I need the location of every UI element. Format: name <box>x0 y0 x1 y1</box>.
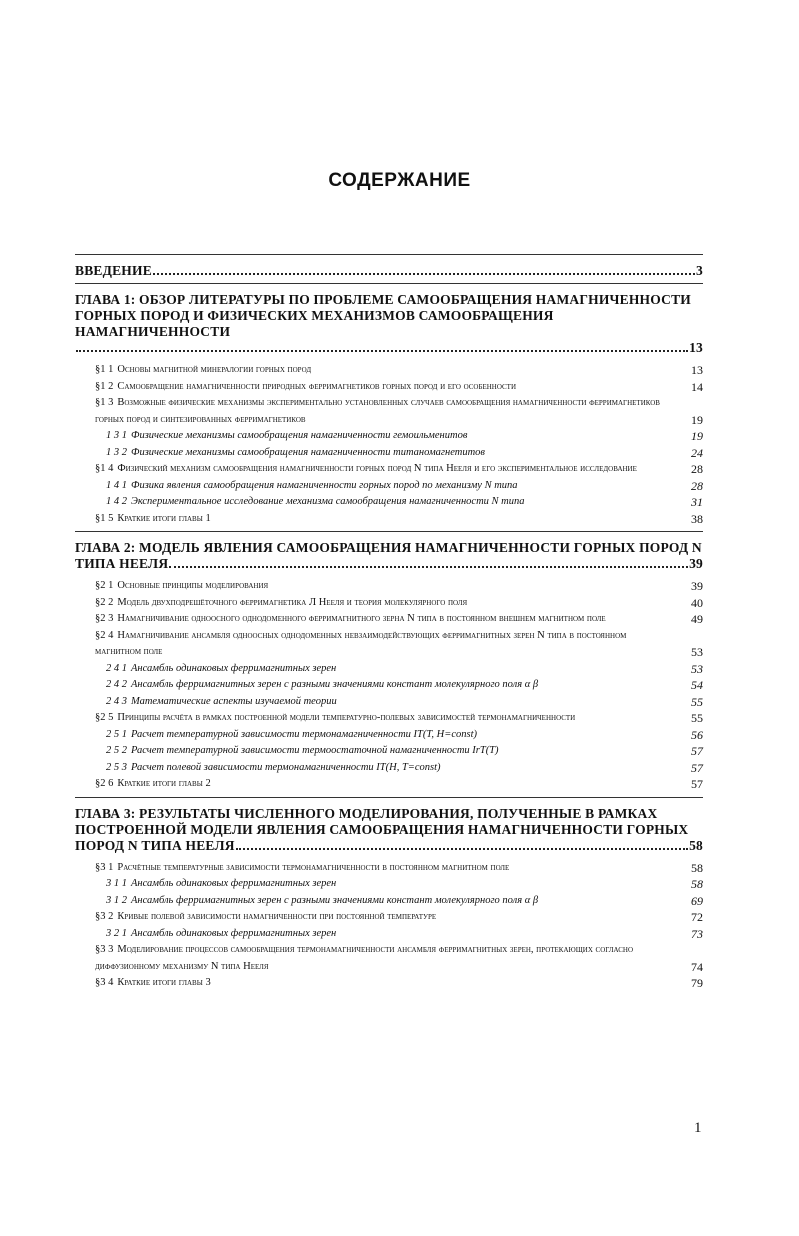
page-title: СОДЕРЖАНИЕ <box>328 170 471 191</box>
toc-subentry[interactable] <box>75 926 703 943</box>
toc-chapter-2[interactable] <box>75 540 703 572</box>
entry-page: 53 <box>691 661 703 676</box>
toc-entry[interactable] <box>75 975 703 992</box>
entry-title: Расчет температурной зависимости термоостаточной намагниченности IrT(T) <box>131 745 499 756</box>
toc-entry[interactable] <box>75 611 703 628</box>
chapter-title-line: ГОРНЫХ ПОРОД И ФИЗИЧЕСКИХ МЕХАНИЗМОВ САМООБРАЩЕНИЯ НАМАГНИЧЕННОСТИ <box>75 308 554 339</box>
entry-number: 1 4 2 <box>106 496 127 507</box>
entry-number: 2 4 3 <box>106 695 127 707</box>
leader-dots <box>153 273 695 275</box>
entry-title: Математические аспекты изучаемой теории <box>131 695 337 707</box>
entry-title: Намагничивание одноосного однодоменного ферримагнитного зерна N типа в постоянном внешнем магнитном поле <box>117 613 606 624</box>
entry-page: 19 <box>691 429 703 443</box>
entry-page: 24 <box>691 445 703 460</box>
entry-title: Возможные физические механизмы экспериментально установленных случаев самообращения намагниченности ферримагнетиков горных пород и синтезированных ферримагнетиков <box>95 397 660 425</box>
entry-number: §1 5 <box>95 512 114 524</box>
divider <box>75 531 703 532</box>
toc-entry[interactable] <box>75 710 703 727</box>
entry-number: §1 2 <box>95 380 114 392</box>
toc-subentry[interactable] <box>75 876 703 893</box>
entry-title: Физические механизмы самообращения намагниченности титаномагнетитов <box>131 446 485 458</box>
entry-title: Намагничивание ансамбля одноосных однодоменных невзаимодействующих ферримагнитных зерен N типа в постоянном магнитном поле <box>95 629 627 657</box>
entry-number: §2 3 <box>95 613 114 624</box>
entry-page: 28 <box>691 478 703 493</box>
entry-title: Основные принципы моделирования <box>117 580 269 591</box>
entry-page: 19 <box>691 412 703 427</box>
leader-dots <box>169 566 688 568</box>
toc-chapter-3[interactable] <box>75 806 703 854</box>
entry-title: Физика явления самообращения намагниченности горных пород по механизму N типа <box>131 479 518 491</box>
entry-number: 1 4 1 <box>106 479 127 491</box>
entry-page: 14 <box>691 379 703 394</box>
entry-page: 58 <box>691 877 703 891</box>
entry-number: 1 3 1 <box>106 430 127 441</box>
entry-number: §3 2 <box>95 911 114 922</box>
entry-number: §1 4 <box>95 463 114 474</box>
entry-title: Принципы расчёта в рамках построенной модели температурно-полевых зависимостей термонамагниченности <box>117 712 576 723</box>
toc-subentry[interactable] <box>75 494 703 511</box>
entry-page: 56 <box>691 727 703 742</box>
entry-page: 49 <box>691 612 703 626</box>
entry-number: §1 1 <box>95 364 114 375</box>
entry-number: §2 5 <box>95 712 114 723</box>
leader-dots <box>76 350 688 352</box>
toc-subentry[interactable] <box>75 677 703 694</box>
entry-number: 3 1 2 <box>106 894 127 906</box>
entry-page: 57 <box>691 744 703 758</box>
entry-title: Расчет температурной зависимости термонамагниченности IT(T, H=const) <box>131 728 477 740</box>
entry-page: 53 <box>691 645 703 659</box>
toc-subentry[interactable] <box>75 478 703 495</box>
entry-page: 58 <box>691 860 703 875</box>
toc-entry[interactable] <box>75 942 703 975</box>
table-of-contents <box>75 250 703 992</box>
entry-number: §1 3 <box>95 397 114 408</box>
entry-title: Расчет полевой зависимости термонамагниченности IT(H, T=const) <box>131 761 441 773</box>
entry-page: 79 <box>691 976 703 990</box>
leader-dots <box>236 848 688 850</box>
toc-subentry[interactable] <box>75 445 703 462</box>
entry-number: 3 1 1 <box>106 878 127 889</box>
toc-entry[interactable] <box>75 860 703 877</box>
toc-subentry[interactable] <box>75 727 703 744</box>
toc-subentry[interactable] <box>75 694 703 711</box>
entry-title: Модель двухподрешёточного ферримагнетика Л Нееля и теория молекулярного поля <box>117 596 468 608</box>
entry-page: 69 <box>691 893 703 908</box>
entry-number: 2 5 1 <box>106 728 127 740</box>
toc-subentry[interactable] <box>75 661 703 678</box>
entry-title: Краткие итоги главы 1 <box>117 512 211 524</box>
toc-entry[interactable] <box>75 909 703 926</box>
entry-title: Моделирование процессов самообращения термонамагниченности ансамбля ферримагнитных зерен, протекающих согласно диффузионному механизму N типа Нееля <box>95 944 633 972</box>
entry-title: Расчётные температурные зависимости термонамагниченности в постоянном магнитном поле <box>117 861 510 873</box>
toc-entry[interactable] <box>75 461 703 478</box>
entry-number: 2 5 3 <box>106 761 127 773</box>
toc-introduction[interactable] <box>75 263 703 279</box>
chapter-page: 39 <box>689 556 703 571</box>
entry-page: 74 <box>691 959 703 974</box>
chapter-title-line: ПОСТРОЕННОЙ МОДЕЛИ ЯВЛЕНИЯ САМООБРАЩЕНИЯ НАМАГНИЧЕННОСТИ ГОРНЫХ <box>75 821 689 837</box>
entry-number: 2 4 2 <box>106 679 127 690</box>
chapter-title-line: ТИПА НЕЕЛЯ <box>75 556 169 571</box>
entry-title: Кривые полевой зависимости намагниченности при постоянной температуре <box>117 911 437 922</box>
entry-page: 57 <box>691 777 703 791</box>
toc-subentry[interactable] <box>75 893 703 910</box>
entry-page: 28 <box>691 462 703 476</box>
introduction-page: 3 <box>696 263 703 278</box>
entry-title: Ансамбль одинаковых ферримагнитных зерен <box>131 662 337 674</box>
entry-title: Экспериментальное исследование механизма самообращения намагниченности N типа <box>131 496 525 507</box>
chapter-title-line: ГЛАВА 1: ОБЗОР ЛИТЕРАТУРЫ ПО ПРОБЛЕМЕ САМООБРАЩЕНИЯ НАМАГНИЧЕННОСТИ <box>75 292 691 307</box>
toc-entry[interactable] <box>75 776 703 793</box>
entry-page: 54 <box>691 678 703 692</box>
entry-title: Ансамбль одинаковых ферримагнитных зерен <box>131 878 337 889</box>
entry-number: §2 2 <box>95 596 114 608</box>
entry-title: Самообращение намагниченности природных ферримагнетиков горных пород и его особенности <box>117 380 516 392</box>
toc-chapter-1[interactable] <box>75 292 703 356</box>
entry-page: 73 <box>691 926 703 941</box>
toc-entry[interactable] <box>75 379 703 396</box>
entry-page: 72 <box>691 910 703 924</box>
entry-page: 38 <box>691 511 703 526</box>
entry-page: 40 <box>691 595 703 610</box>
entry-title: Ансамбль ферримагнитных зерен с разными значениями констант молекулярного поля α β <box>131 894 539 906</box>
entry-page: 55 <box>691 711 703 725</box>
entry-title: Физический механизм самообращения намагниченности горных пород N типа Нееля и его экспериментальное исследование <box>117 463 637 474</box>
toc-entry[interactable] <box>75 362 703 379</box>
entry-page: 31 <box>691 495 703 509</box>
entry-number: 2 5 2 <box>106 745 127 756</box>
entry-number: 2 4 1 <box>106 662 127 674</box>
entry-page: 39 <box>691 579 703 593</box>
entry-number: 1 3 2 <box>106 446 127 458</box>
entry-page: 13 <box>691 363 703 377</box>
entry-number: 3 2 1 <box>106 927 127 939</box>
entry-title: Ансамбль ферримагнитных зерен с разными значениями констант молекулярного поля α β <box>131 679 539 690</box>
entry-title: Основы магнитной минералогии горных пород <box>117 364 312 375</box>
toc-entry[interactable] <box>75 395 703 428</box>
introduction-label: ВВЕДЕНИЕ <box>75 263 152 278</box>
divider <box>75 283 703 284</box>
page-number: 1 <box>694 1120 702 1136</box>
toc-entry[interactable] <box>75 578 703 595</box>
chapter-title-line: ПОРОД N ТИПА НЕЕЛЯ <box>75 837 235 853</box>
entry-title: Ансамбль одинаковых ферримагнитных зерен <box>131 927 337 939</box>
entry-number: §3 1 <box>95 861 114 873</box>
toc-entry[interactable] <box>75 511 703 528</box>
toc-entry[interactable] <box>75 628 703 661</box>
divider <box>75 797 703 798</box>
entry-page: 57 <box>691 760 703 775</box>
chapter-title-line: ГЛАВА 3: РЕЗУЛЬТАТЫ ЧИСЛЕННОГО МОДЕЛИРОВАНИЯ, ПОЛУЧЕННЫЕ В РАМКАХ <box>75 805 658 821</box>
entry-number: §2 6 <box>95 778 114 789</box>
entry-title: Физические механизмы самообращения намагниченности гемоильменитов <box>131 430 468 441</box>
entry-number: §2 4 <box>95 629 114 641</box>
entry-title: Краткие итоги главы 3 <box>117 977 211 988</box>
entry-number: §2 1 <box>95 580 114 591</box>
toc-subentry[interactable] <box>75 760 703 777</box>
chapter-title-line: ГЛАВА 2: МОДЕЛЬ ЯВЛЕНИЯ САМООБРАЩЕНИЯ НАМАГНИЧЕННОСТИ ГОРНЫХ ПОРОД N <box>75 540 702 555</box>
entry-page: 55 <box>691 694 703 709</box>
chapter-page: 58 <box>689 837 703 853</box>
entry-number: §3 3 <box>95 944 114 955</box>
chapter-page: 13 <box>689 340 703 355</box>
entry-title: Краткие итоги главы 2 <box>117 778 211 789</box>
toc-subentry[interactable] <box>75 428 703 445</box>
entry-number: §3 4 <box>95 977 114 988</box>
toc-entry[interactable] <box>75 595 703 612</box>
toc-subentry[interactable] <box>75 743 703 760</box>
divider <box>75 254 703 255</box>
